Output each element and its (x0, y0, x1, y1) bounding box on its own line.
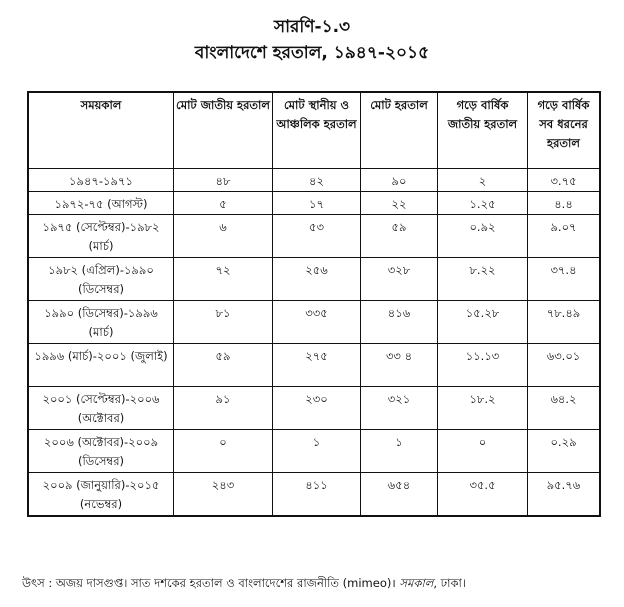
cell-total: ৫৯ (361, 215, 438, 258)
table-row (28, 215, 600, 258)
table-row (28, 387, 600, 430)
header-total-national: মোট জাতীয় হরতাল (174, 92, 273, 169)
cell-total-national: ৫ (174, 192, 273, 215)
cell-period: ১৯৯৬ (মার্চ)-২০০১ (জুলাই) (28, 344, 174, 387)
cell-avg-annual-national: ৮.২২ (438, 258, 528, 301)
cell-avg-annual-all: ০.২৯ (528, 430, 601, 473)
cell-total-national: ২৪৩ (174, 473, 273, 517)
cell-period: ১৯৭২-৭৫ (আগস্ট) (28, 192, 174, 215)
table-row (28, 344, 600, 387)
cell-avg-annual-all: ৬৪.২ (528, 387, 601, 430)
cell-avg-annual-national: ৩৫.৫ (438, 473, 528, 517)
header-period: সময়কাল (28, 92, 174, 169)
cell-avg-annual-national: ১.২৫ (438, 192, 528, 215)
cell-period: ১৯৯০ (ডিসেম্বর)-১৯৯৬ (মার্চ) (28, 301, 174, 344)
cell-total-local-regional: ২৫৬ (273, 258, 361, 301)
cell-avg-annual-national: ১১.১৩ (438, 344, 528, 387)
cell-total: ৬৫৪ (361, 473, 438, 517)
cell-avg-annual-all: ৯৫.৭৬ (528, 473, 601, 517)
table-row (28, 473, 600, 517)
table-row (28, 169, 600, 192)
cell-total-local-regional: ৪২ (273, 169, 361, 192)
source-city: , ঢাকা। (433, 576, 466, 590)
header-avg-annual-national: গড়ে বার্ষিক জাতীয় হরতাল (438, 92, 528, 169)
cell-avg-annual-all: ৯.০৭ (528, 215, 601, 258)
table-caption-number: সারণি-১.৩ (273, 17, 351, 37)
cell-period: ২০০১ (সেপ্টেম্বর)-২০০৬ (অক্টোবর) (28, 387, 174, 430)
cell-avg-annual-all: ৬৩.০১ (528, 344, 601, 387)
cell-total-local-regional: ১ (273, 430, 361, 473)
table-row (28, 301, 600, 344)
source-publisher: সমকাল (399, 576, 434, 590)
cell-total-local-regional: ২৩০ (273, 387, 361, 430)
cell-total-local-regional: ৪১১ (273, 473, 361, 517)
cell-avg-annual-national: ১৮.২ (438, 387, 528, 430)
cell-avg-annual-national: ২ (438, 169, 528, 192)
cell-total: ৪১৬ (361, 301, 438, 344)
cell-avg-annual-all: ৩৭.৪ (528, 258, 601, 301)
cell-period: ১৯৪৭-১৯৭১ (28, 169, 174, 192)
source-note (22, 575, 466, 594)
table-row (28, 258, 600, 301)
cell-total: ৯০ (361, 169, 438, 192)
header-row (28, 92, 600, 169)
cell-avg-annual-all: ৩.৭৫ (528, 169, 601, 192)
cell-total: ২২ (361, 192, 438, 215)
cell-total-local-regional: ৩৩৫ (273, 301, 361, 344)
header-total: মোট হরতাল (361, 92, 438, 169)
cell-total-local-regional: ৫৩ (273, 215, 361, 258)
cell-total: ৩৩ ৪ (361, 344, 438, 387)
table-title: বাংলাদেশে হরতাল, ১৯৪৭-২০১৫ (194, 43, 430, 63)
cell-total-local-regional: ১৭ (273, 192, 361, 215)
cell-period: ২০০৯ (জানুয়ারি)-২০১৫ (নভেম্বর) (28, 473, 174, 517)
cell-avg-annual-national: ১৫.২৮ (438, 301, 528, 344)
header-total-local-regional: মোট স্থানীয় ও আঞ্চলিক হরতাল (273, 92, 361, 169)
cell-total-local-regional: ২৭৫ (273, 344, 361, 387)
cell-total-national: ৪৮ (174, 169, 273, 192)
cell-period: ২০০৬ (অক্টোবর)-২০০৯ (ডিসেম্বর) (28, 430, 174, 473)
cell-total: ১ (361, 430, 438, 473)
cell-total-national: ৭২ (174, 258, 273, 301)
cell-total: ৩২৮ (361, 258, 438, 301)
cell-avg-annual-all: ৭৮.৪৯ (528, 301, 601, 344)
cell-period: ১৯৭৫ (সেপ্টেম্বর)-১৯৮২ (মার্চ) (28, 215, 174, 258)
table-row (28, 192, 600, 215)
header-avg-annual-all: গড়ে বার্ষিক সব ধরনের হরতাল (528, 92, 601, 169)
cell-total-national: ৯১ (174, 387, 273, 430)
cell-period: ১৯৮২ (এপ্রিল)-১৯৯০ (ডিসেম্বর) (28, 258, 174, 301)
cell-avg-annual-national: ০.৯২ (438, 215, 528, 258)
cell-avg-annual-national: ০ (438, 430, 528, 473)
cell-total-national: ৬ (174, 215, 273, 258)
table-row (28, 430, 600, 473)
hartal-table (27, 91, 601, 517)
cell-total: ৩২১ (361, 387, 438, 430)
source-text: উৎস : অজয় দাসগুপ্ত। সাত দশকের হরতাল ও বাংলাদেশের রাজনীতি (mimeo)। (22, 576, 400, 590)
cell-avg-annual-all: ৪.৪ (528, 192, 601, 215)
cell-total-national: ০ (174, 430, 273, 473)
cell-total-national: ৮১ (174, 301, 273, 344)
cell-total-national: ৫৯ (174, 344, 273, 387)
